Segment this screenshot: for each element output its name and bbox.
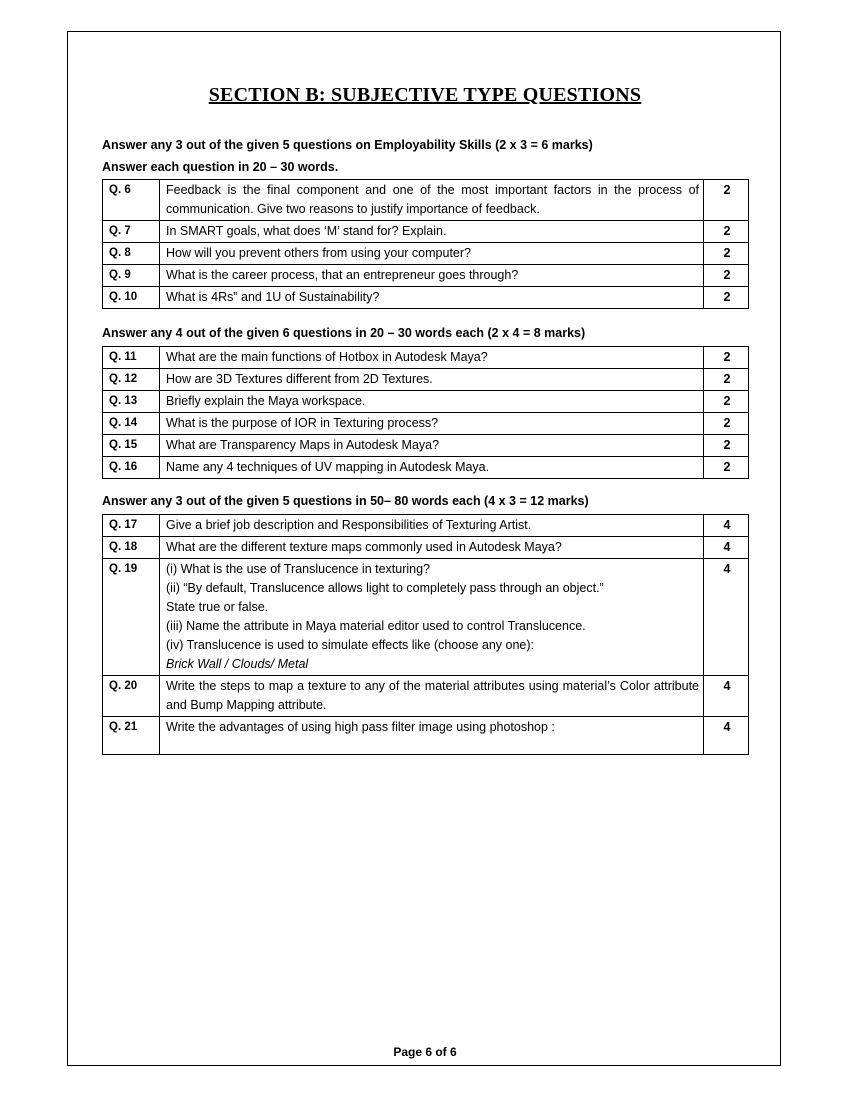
question-marks: 2 [704,369,749,391]
question-marks: 2 [704,287,749,309]
question-number: Q. 7 [103,221,160,243]
question-row [103,717,749,755]
question-marks: 2 [704,221,749,243]
question-subpart: (iii) Name the attribute in Maya material editor used to control Translucence. [166,619,586,633]
question-row [103,537,749,559]
question-subpart: State true or false. [166,600,269,614]
question-row [103,369,749,391]
question-options: Brick Wall / Clouds/ Metal [166,657,309,671]
question-number: Q. 12 [103,369,160,391]
question-text: What are the different texture maps commonly used in Autodesk Maya? [160,537,704,559]
question-text: What are the main functions of Hotbox in Autodesk Maya? [160,347,704,369]
question-text-multipart [160,559,704,676]
question-text: In SMART goals, what does ‘M’ stand for? Explain. [160,221,704,243]
question-marks: 2 [704,347,749,369]
question-row [103,221,749,243]
question-row [103,676,749,717]
question-row [103,457,749,479]
section-title: SECTION B: SUBJECTIVE TYPE QUESTIONS [208,84,642,106]
question-marks: 4 [704,676,749,717]
question-row [103,347,749,369]
question-number: Q. 16 [103,457,160,479]
question-number: Q. 9 [103,265,160,287]
question-row [103,413,749,435]
questions-table-part1 [102,179,749,309]
question-row [103,435,749,457]
question-marks: 2 [704,180,749,221]
question-number: Q. 14 [103,413,160,435]
question-row [103,265,749,287]
question-number: Q. 6 [103,180,160,221]
question-subpart: (iv) Translucence is used to simulate effects like (choose any one): [166,638,534,652]
question-row [103,391,749,413]
questions-table-part3 [102,514,749,755]
question-number: Q. 10 [103,287,160,309]
question-marks: 4 [704,717,749,755]
question-subpart: (i) What is the use of Translucence in texturing? [166,562,431,576]
question-marks: 2 [704,391,749,413]
question-text: What is the career process, that an entrepreneur goes through? [160,265,704,287]
instruction-part1: Answer any 3 out of the given 5 questions on Employability Skills (2 x 3 = 6 marks) [102,138,593,152]
instruction-part1-words: Answer each question in 20 – 30 words. [102,160,339,174]
question-number: Q. 20 [103,676,160,717]
question-text: What is 4Rs‟ and 1U of Sustainability? [160,287,704,309]
question-number: Q. 21 [103,717,160,755]
question-marks: 4 [704,537,749,559]
question-number: Q. 8 [103,243,160,265]
question-text: Write the steps to map a texture to any of the material attributes using material’s Color attribute and Bump Mapping attribute. [160,676,704,717]
question-text: Write the advantages of using high pass filter image using photoshop : [160,717,704,755]
question-text: Name any 4 techniques of UV mapping in Autodesk Maya. [160,457,704,479]
question-text: Briefly explain the Maya workspace. [160,391,704,413]
question-text: Give a brief job description and Responsibilities of Texturing Artist. [160,515,704,537]
instruction-part2: Answer any 4 out of the given 6 questions in 20 – 30 words each (2 x 4 = 8 marks) [102,326,586,340]
question-row [103,180,749,221]
question-text: What are Transparency Maps in Autodesk Maya? [160,435,704,457]
question-marks: 2 [704,457,749,479]
question-marks: 2 [704,413,749,435]
question-number: Q. 13 [103,391,160,413]
question-row [103,559,749,676]
page-number: Page 6 of 6 [393,1045,457,1059]
question-marks: 4 [704,559,749,676]
question-marks: 2 [704,435,749,457]
question-marks: 2 [704,243,749,265]
question-number: Q. 18 [103,537,160,559]
question-marks: 4 [704,515,749,537]
question-number: Q. 15 [103,435,160,457]
question-row [103,515,749,537]
question-marks: 2 [704,265,749,287]
question-text: What is the purpose of IOR in Texturing process? [160,413,704,435]
question-number: Q. 19 [103,559,160,676]
instruction-part3: Answer any 3 out of the given 5 questions in 50– 80 words each (4 x 3 = 12 marks) [102,494,589,508]
question-text: How are 3D Textures different from 2D Textures. [160,369,704,391]
question-row [103,287,749,309]
question-row [103,243,749,265]
question-text: How will you prevent others from using your computer? [160,243,704,265]
question-subpart: (ii) “By default, Translucence allows light to completely pass through an object.” [166,581,604,595]
question-number: Q. 11 [103,347,160,369]
questions-table-part2 [102,346,749,479]
question-number: Q. 17 [103,515,160,537]
question-text: Feedback is the final component and one of the most important factors in the process of communication. Give two reasons to justify importance of feedback. [160,180,704,221]
